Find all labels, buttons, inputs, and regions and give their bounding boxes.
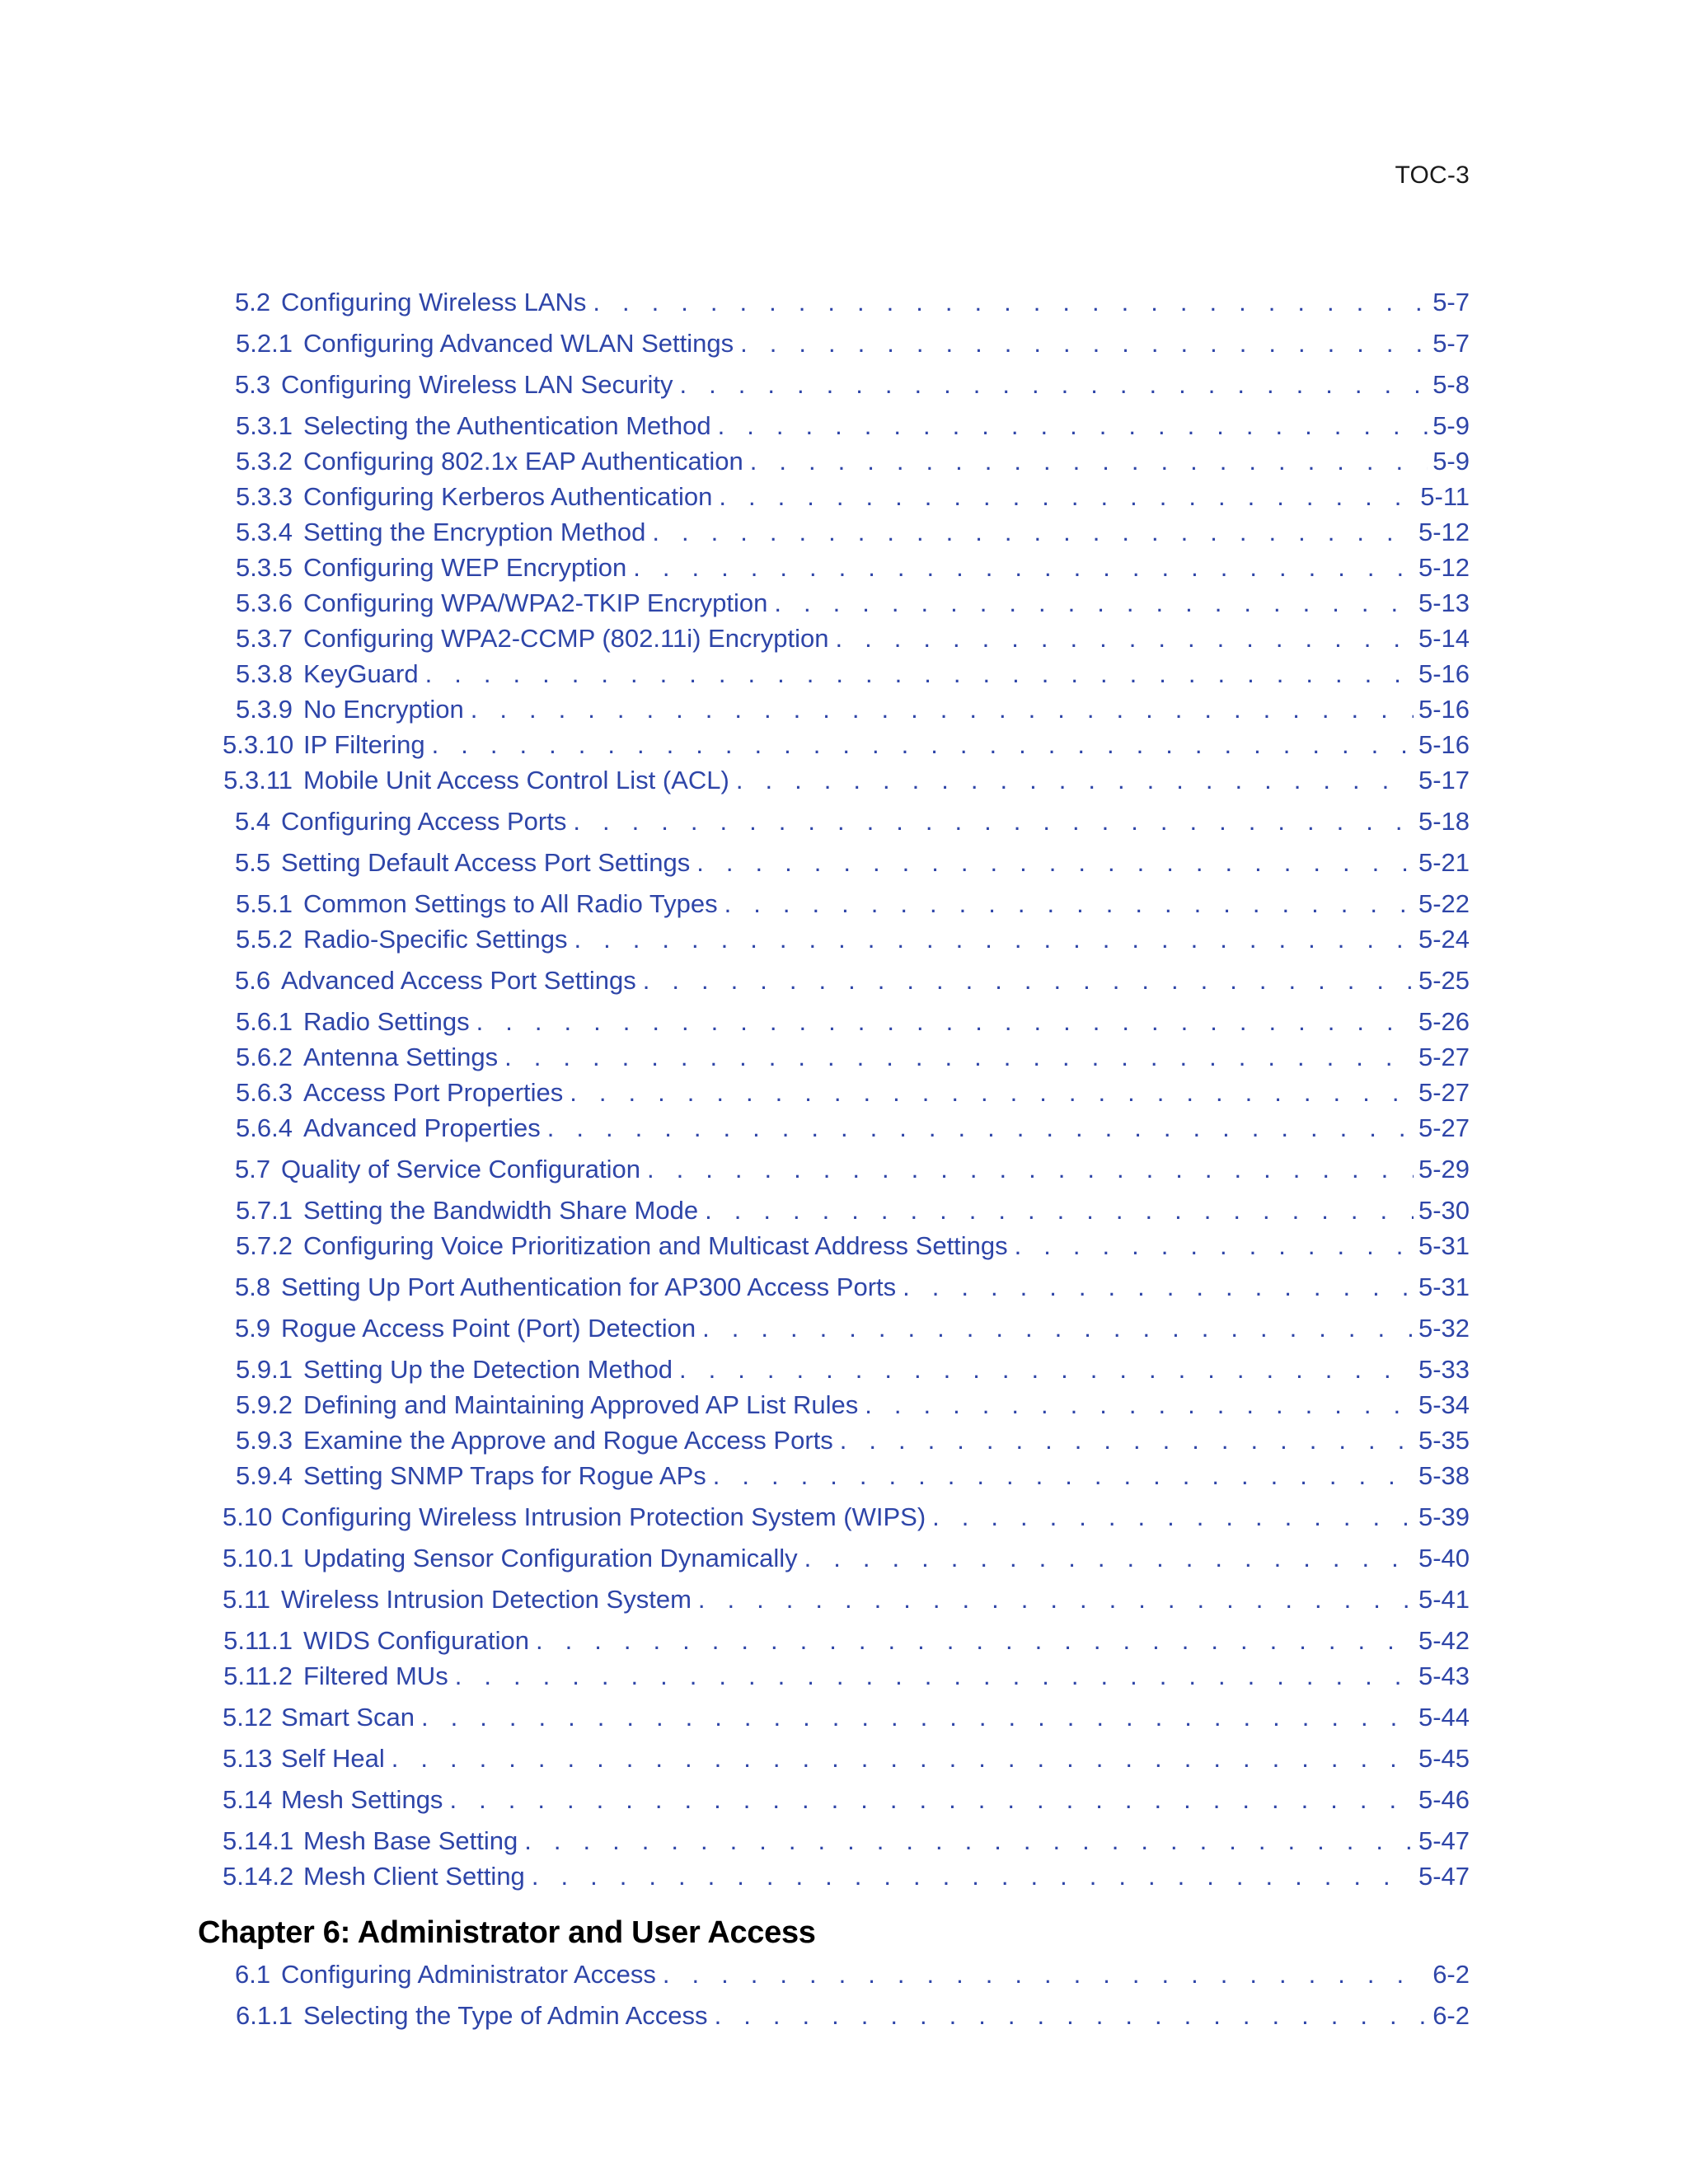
toc-entry-page: 5-7 (1432, 329, 1470, 358)
toc-entry-page: 5-27 (1418, 1043, 1470, 1071)
toc-entry-page: 5-43 (1418, 1661, 1470, 1690)
toc-entry-title: Rogue Access Point (Port) Detection (281, 1314, 696, 1343)
toc-entry-title: Configuring WPA/WPA2-TKIP Encryption (303, 588, 768, 617)
toc-entry-title: Advanced Properties (303, 1113, 541, 1142)
toc-entry-page: 5-14 (1418, 624, 1470, 653)
toc-entry-number: 5.6.1 (236, 1007, 293, 1036)
toc-entry-page: 5-9 (1432, 447, 1470, 476)
dot-leader (574, 921, 1414, 957)
toc-entry-page: 5-16 (1418, 659, 1470, 688)
dot-leader (835, 621, 1413, 656)
dot-leader (593, 284, 1428, 320)
toc-entry[interactable] (198, 326, 1470, 361)
toc-entry-page: 5-47 (1418, 1826, 1470, 1855)
toc-entry[interactable] (198, 845, 1470, 880)
toc-entry-number: 5.5.2 (236, 925, 293, 954)
toc-entry-number: 5.2 (235, 288, 271, 316)
toc-entry[interactable] (198, 1004, 1470, 1039)
dot-leader (804, 1540, 1414, 1576)
toc-entry[interactable] (198, 443, 1470, 479)
toc-entry-number: 5.3.8 (236, 659, 293, 688)
toc-entry[interactable] (198, 921, 1470, 957)
dot-leader (680, 367, 1428, 402)
toc-entry-number: 5.10.1 (223, 1544, 294, 1572)
toc-entry[interactable] (198, 691, 1470, 727)
toc-entry-title: Updating Sensor Configuration Dynamically (303, 1544, 798, 1572)
dot-leader (652, 514, 1414, 550)
toc-entry-page: 5-32 (1418, 1314, 1470, 1343)
dot-leader (432, 727, 1414, 762)
toc-entry-number: 5.2.1 (236, 329, 293, 358)
toc-entry-title: Examine the Approve and Rogue Access Ports (303, 1426, 833, 1455)
toc-entry-page: 6-2 (1432, 2001, 1470, 2030)
toc-entry-title: Configuring WPA2-CCMP (802.11i) Encryption (303, 624, 829, 653)
toc-entry[interactable] (198, 1540, 1470, 1576)
chapter-heading: Chapter 6: Administrator and User Access (198, 1915, 816, 1950)
dot-leader (865, 1387, 1414, 1422)
toc-entry-page: 5-17 (1418, 766, 1470, 794)
toc-entry-title: KeyGuard (303, 659, 419, 688)
dot-leader (449, 1782, 1414, 1817)
toc-entry[interactable] (198, 1957, 1470, 1992)
dot-leader (696, 845, 1414, 880)
dot-leader (932, 1499, 1414, 1535)
toc-entry-number: 5.7.2 (236, 1231, 293, 1260)
toc-entry[interactable] (198, 1151, 1470, 1187)
dot-leader (774, 585, 1414, 621)
toc-entry-number: 5.3.7 (236, 624, 293, 653)
dot-leader (643, 963, 1414, 998)
toc-entry-page: 5-18 (1418, 807, 1470, 836)
toc-entry-title: Mesh Settings (281, 1785, 443, 1814)
table-of-contents (198, 284, 1470, 2033)
toc-entry-title: Mobile Unit Access Control List (ACL) (303, 766, 729, 794)
toc-entry-number: 5.9.1 (236, 1355, 293, 1384)
toc-entry[interactable] (198, 1228, 1470, 1263)
toc-entry-number: 5.3.6 (236, 588, 293, 617)
toc-entry-number: 5.3.5 (236, 553, 293, 582)
toc-entry[interactable] (198, 1699, 1470, 1735)
toc-entry-number: 5.5.1 (236, 889, 293, 918)
toc-entry[interactable] (198, 1658, 1470, 1694)
toc-entry-title: Setting Up Port Authentication for AP300 Access Ports (281, 1272, 897, 1301)
toc-entry[interactable] (198, 1741, 1470, 1776)
toc-entry-number: 5.6.4 (236, 1113, 293, 1142)
dot-leader (524, 1823, 1414, 1858)
toc-entry[interactable] (198, 1823, 1470, 1858)
toc-entry-number: 5.7.1 (236, 1196, 293, 1225)
toc-entry[interactable] (198, 1998, 1470, 2033)
toc-entry-page: 5-41 (1418, 1585, 1470, 1614)
toc-entry[interactable] (198, 1422, 1470, 1458)
toc-entry-number: 5.3.3 (236, 482, 293, 511)
toc-entry-number: 5.9 (235, 1314, 271, 1343)
toc-entry[interactable] (198, 1310, 1470, 1346)
toc-entry-number: 5.11.1 (223, 1626, 293, 1655)
toc-entry-title: Setting the Bandwidth Share Mode (303, 1196, 699, 1225)
toc-entry-title: Configuring WEP Encryption (303, 553, 627, 582)
toc-entry-number: 5.5 (235, 848, 271, 877)
toc-entry-page: 5-16 (1418, 730, 1470, 759)
dot-leader (840, 1422, 1414, 1458)
toc-entry-number: 5.3 (235, 370, 271, 399)
toc-entry-number: 5.11.2 (223, 1661, 293, 1690)
toc-entry-title: IP Filtering (303, 730, 425, 759)
dot-leader (547, 1110, 1414, 1146)
toc-entry[interactable] (198, 1110, 1470, 1146)
toc-entry-number: 5.10 (223, 1502, 273, 1531)
toc-entry-number: 5.3.10 (223, 730, 294, 759)
toc-entry[interactable] (198, 727, 1470, 762)
toc-entry-title: Configuring 802.1x EAP Authentication (303, 447, 743, 476)
dot-leader (715, 1998, 1428, 2033)
toc-entry-page: 5-12 (1418, 518, 1470, 546)
toc-entry[interactable] (198, 585, 1470, 621)
toc-entry-page: 5-45 (1418, 1744, 1470, 1773)
toc-entry-title: Advanced Access Port Settings (281, 966, 636, 995)
dot-leader (476, 1004, 1414, 1039)
toc-entry-page: 5-31 (1418, 1231, 1470, 1260)
dot-leader (1015, 1228, 1414, 1263)
page-number: TOC-3 (1395, 162, 1470, 189)
dot-leader (740, 326, 1428, 361)
toc-entry-number: 5.14.1 (223, 1826, 294, 1855)
toc-entry-page: 6-2 (1432, 1960, 1470, 1989)
toc-entry[interactable] (198, 514, 1470, 550)
toc-entry-page: 5-27 (1418, 1078, 1470, 1107)
dot-leader (736, 762, 1414, 798)
toc-entry-page: 5-26 (1418, 1007, 1470, 1036)
toc-entry-page: 5-44 (1418, 1703, 1470, 1732)
toc-entry-number: 6.1 (235, 1960, 271, 1989)
toc-entry-title: Configuring Wireless Intrusion Protection System (WIPS) (281, 1502, 926, 1531)
dot-leader (536, 1623, 1414, 1658)
dot-leader (633, 550, 1414, 585)
toc-entry-number: 5.14.2 (223, 1862, 294, 1891)
dot-leader (471, 691, 1414, 727)
toc-entry-page: 5-13 (1418, 588, 1470, 617)
toc-entry-page: 5-35 (1418, 1426, 1470, 1455)
toc-entry[interactable] (198, 1075, 1470, 1110)
toc-entry-number: 5.12 (223, 1703, 273, 1732)
toc-entry[interactable] (198, 1782, 1470, 1817)
toc-entry-page: 5-25 (1418, 966, 1470, 995)
toc-entry-page: 5-40 (1418, 1544, 1470, 1572)
toc-entry-number: 5.4 (235, 807, 271, 836)
toc-entry-page: 5-39 (1418, 1502, 1470, 1531)
toc-entry-page: 5-11 (1420, 482, 1470, 511)
toc-entry-page: 5-12 (1418, 553, 1470, 582)
toc-entry-number: 5.6.3 (236, 1078, 293, 1107)
toc-entry-page: 5-42 (1418, 1626, 1470, 1655)
toc-entry-number: 5.9.3 (236, 1426, 293, 1455)
toc-entry[interactable] (198, 1387, 1470, 1422)
toc-entry-number: 5.11 (223, 1585, 271, 1614)
toc-entry-title: Radio Settings (303, 1007, 470, 1036)
dot-leader (421, 1699, 1414, 1735)
dot-leader (750, 443, 1428, 479)
toc-entry[interactable] (198, 1858, 1470, 1894)
toc-entry-title: Configuring Administrator Access (281, 1960, 656, 1989)
dot-leader (392, 1741, 1414, 1776)
toc-entry-title: Wireless Intrusion Detection System (281, 1585, 692, 1614)
toc-entry-page: 5-34 (1418, 1390, 1470, 1419)
dot-leader (719, 479, 1415, 514)
toc-entry[interactable] (198, 804, 1470, 839)
toc-entry[interactable] (198, 1269, 1470, 1305)
toc-entry-page: 5-30 (1418, 1196, 1470, 1225)
toc-entry-title: Smart Scan (281, 1703, 415, 1732)
dot-leader (532, 1858, 1414, 1894)
toc-entry-number: 5.3.4 (236, 518, 293, 546)
dot-leader (724, 886, 1414, 921)
dot-leader (455, 1658, 1414, 1694)
toc-entry-number: 5.6.2 (236, 1043, 293, 1071)
toc-entry-number: 5.3.1 (236, 411, 293, 440)
toc-entry-title: Selecting the Authentication Method (303, 411, 711, 440)
dot-leader (573, 804, 1414, 839)
toc-entry-title: Configuring Wireless LANs (281, 288, 587, 316)
toc-entry[interactable] (198, 284, 1470, 320)
toc-entry[interactable] (198, 550, 1470, 585)
toc-entry-page: 5-27 (1418, 1113, 1470, 1142)
dot-leader (702, 1310, 1414, 1346)
toc-entry-title: Configuring Wireless LAN Security (281, 370, 673, 399)
toc-entry-title: Common Settings to All Radio Types (303, 889, 718, 918)
toc-entry[interactable] (198, 408, 1470, 443)
toc-entry[interactable] (198, 1039, 1470, 1075)
toc-entry-number: 5.8 (235, 1272, 271, 1301)
dot-leader (663, 1957, 1428, 1992)
toc-entry-page: 5-16 (1418, 695, 1470, 724)
toc-entry-page: 5-47 (1418, 1862, 1470, 1891)
toc-entry[interactable] (198, 963, 1470, 998)
toc-entry[interactable] (198, 479, 1470, 514)
toc-entry-title: No Encryption (303, 695, 464, 724)
toc-entry-title: Setting SNMP Traps for Rogue APs (303, 1461, 706, 1490)
toc-entry-title: Self Heal (281, 1744, 385, 1773)
dot-leader (504, 1039, 1414, 1075)
toc-entry-title: Radio-Specific Settings (303, 925, 568, 954)
toc-entry[interactable] (198, 1582, 1470, 1617)
toc-entry-page: 5-33 (1418, 1355, 1470, 1384)
dot-leader (903, 1269, 1414, 1305)
toc-entry-title: Configuring Kerberos Authentication (303, 482, 713, 511)
toc-entry-title: Selecting the Type of Admin Access (303, 2001, 708, 2030)
toc-entry-page: 5-46 (1418, 1785, 1470, 1814)
toc-entry[interactable] (198, 367, 1470, 402)
toc-entry-title: Access Port Properties (303, 1078, 564, 1107)
toc-entry-title: Mesh Client Setting (303, 1862, 525, 1891)
toc-entry-number: 5.14 (223, 1785, 273, 1814)
toc-entry-page: 5-21 (1418, 848, 1470, 877)
toc-entry-page: 5-31 (1418, 1272, 1470, 1301)
dot-leader (647, 1151, 1414, 1187)
toc-entry-title: Setting the Encryption Method (303, 518, 646, 546)
toc-entry-number: 5.3.9 (236, 695, 293, 724)
dot-leader (698, 1582, 1414, 1617)
toc-entry-title: Configuring Advanced WLAN Settings (303, 329, 734, 358)
toc-entry[interactable] (198, 1352, 1470, 1387)
toc-entry-title: Antenna Settings (303, 1043, 499, 1071)
dot-leader (425, 656, 1414, 691)
toc-entry-page: 5-9 (1432, 411, 1470, 440)
toc-entry-number: 5.9.2 (236, 1390, 293, 1419)
toc-entry-number: 5.3.2 (236, 447, 293, 476)
toc-entry-number: 5.3.11 (223, 766, 293, 794)
toc-entry-title: Quality of Service Configuration (281, 1155, 640, 1183)
toc-entry-title: Mesh Base Setting (303, 1826, 518, 1855)
toc-entry-page: 5-24 (1418, 925, 1470, 954)
toc-entry-page: 5-22 (1418, 889, 1470, 918)
toc-entry-page: 5-29 (1418, 1155, 1470, 1183)
dot-leader (705, 1193, 1414, 1228)
toc-entry-page: 5-8 (1432, 370, 1470, 399)
toc-entry[interactable] (198, 1193, 1470, 1228)
toc-entry-number: 5.13 (223, 1744, 273, 1773)
toc-entry-page: 5-38 (1418, 1461, 1470, 1490)
toc-entry-number: 5.6 (235, 966, 271, 995)
toc-entry-title: WIDS Configuration (303, 1626, 529, 1655)
toc-entry[interactable] (198, 656, 1470, 691)
toc-entry[interactable] (198, 1458, 1470, 1493)
toc-entry-title: Defining and Maintaining Approved AP List Rules (303, 1390, 859, 1419)
toc-entry[interactable] (198, 1623, 1470, 1658)
dot-leader (570, 1075, 1414, 1110)
toc-entry[interactable] (198, 886, 1470, 921)
toc-entry-number: 5.9.4 (236, 1461, 293, 1490)
toc-entry-page: 5-7 (1432, 288, 1470, 316)
toc-entry[interactable] (198, 762, 1470, 798)
dot-leader (679, 1352, 1414, 1387)
toc-entry-title: Setting Default Access Port Settings (281, 848, 691, 877)
toc-entry[interactable] (198, 1499, 1470, 1535)
toc-entry-title: Filtered MUs (303, 1661, 448, 1690)
dot-leader (718, 408, 1428, 443)
dot-leader (713, 1458, 1414, 1493)
toc-entry-title: Configuring Access Ports (281, 807, 567, 836)
toc-entry[interactable] (198, 621, 1470, 656)
toc-entry-number: 5.7 (235, 1155, 271, 1183)
toc-entry-number: 6.1.1 (236, 2001, 293, 2030)
toc-entry-title: Configuring Voice Prioritization and Multicast Address Settings (303, 1231, 1008, 1260)
toc-entry-title: Setting Up the Detection Method (303, 1355, 673, 1384)
